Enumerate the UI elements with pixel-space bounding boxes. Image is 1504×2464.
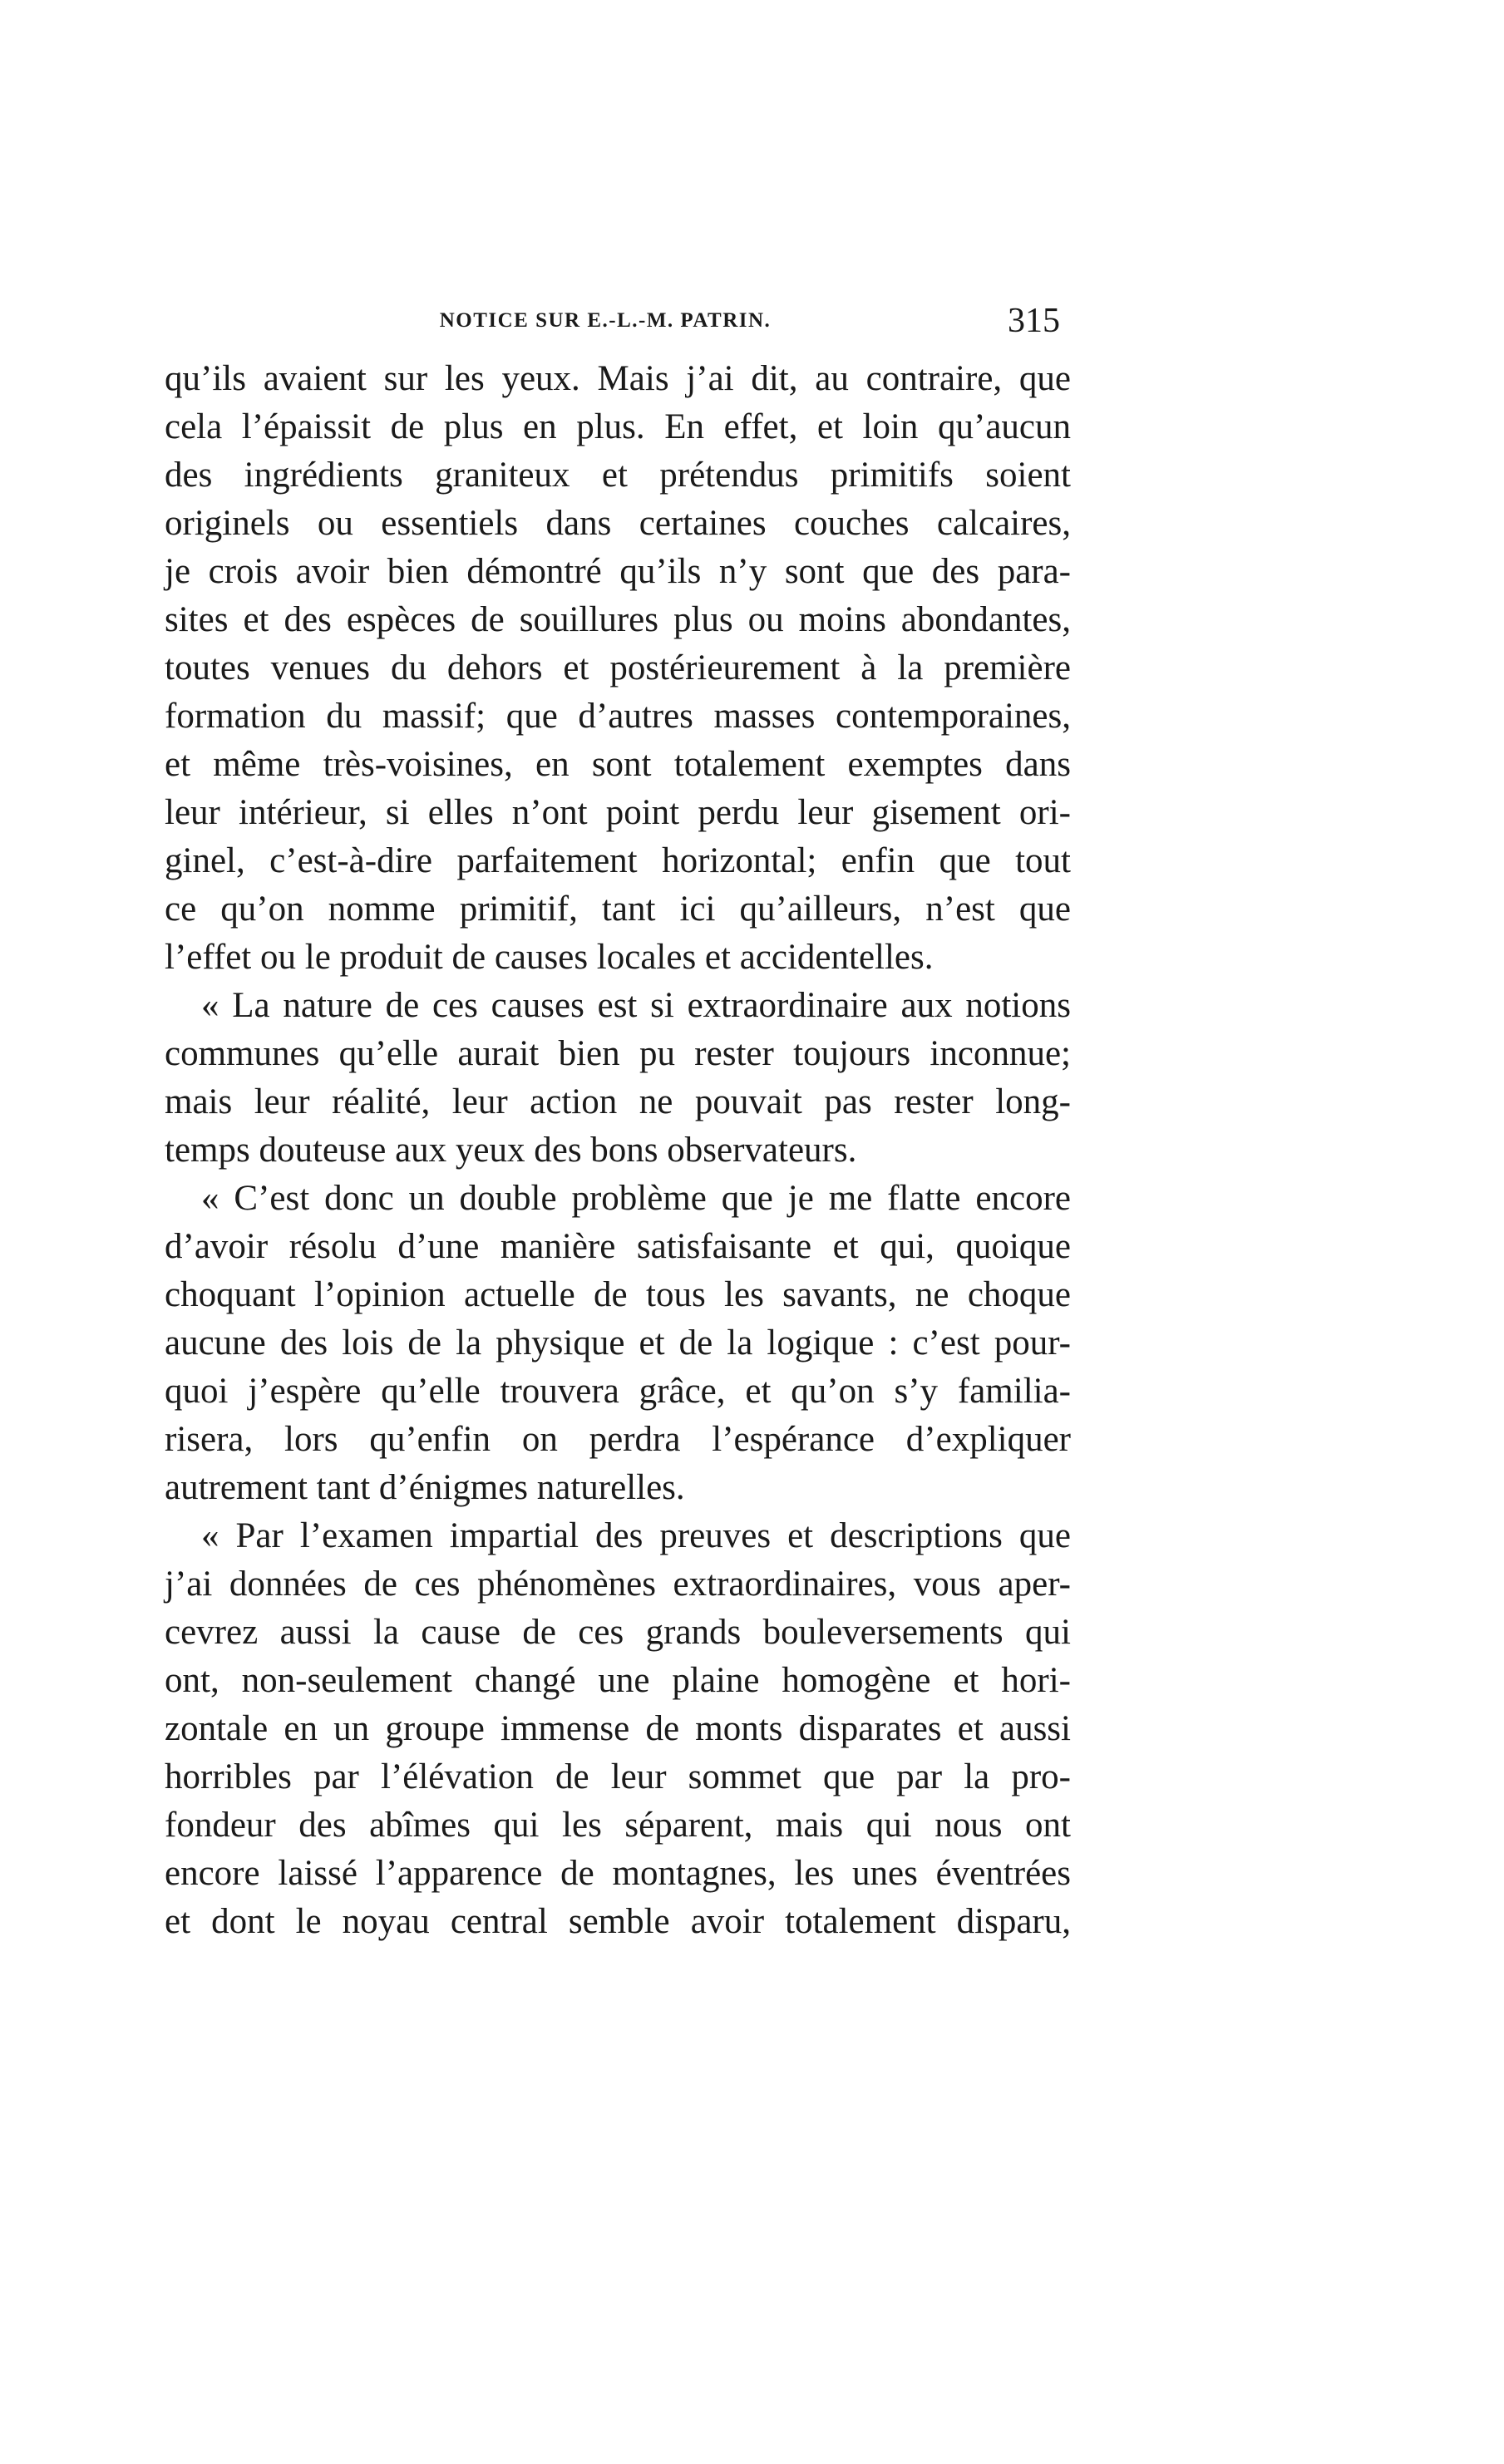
paragraph [165, 982, 1071, 1175]
paragraph [165, 1512, 1071, 1946]
text-line: toutes venues du dehors et postérieurement à la première [165, 648, 1071, 687]
running-title: NOTICE SUR E.-L.-M. PATRIN. [439, 309, 772, 332]
text-line: zontale en un groupe immense de monts disparates et aussi [165, 1709, 1071, 1748]
text-line: ont, non-seulement changé une plaine homogène et hori- [165, 1661, 1071, 1700]
text-line: fondeur des abîmes qui les séparent, mais qui nous ont [165, 1806, 1071, 1845]
text-line: qu’ils avaient sur les yeux. Mais j’ai dit, au contraire, que [165, 359, 1071, 398]
page-number: 315 [1008, 302, 1060, 340]
text-line: horribles par l’élévation de leur sommet que par la pro- [165, 1757, 1071, 1796]
text-line: originels ou essentiels dans certaines couches calcaires, [165, 504, 1071, 543]
text-line: l’effet ou le produit de causes locales et accidentelles. [165, 938, 934, 977]
text-line: temps douteuse aux yeux des bons observateurs. [165, 1131, 857, 1170]
text-line: mais leur réalité, leur action ne pouvait pas rester long- [165, 1082, 1071, 1121]
text-line: choquant l’opinion actuelle de tous les savants, ne choque [165, 1275, 1071, 1314]
text-line: ce qu’on nomme primitif, tant ici qu’ailleurs, n’est que [165, 890, 1071, 929]
text-line: des ingrédients graniteux et prétendus primitifs soient [165, 456, 1071, 495]
text-line: autrement tant d’énigmes naturelles. [165, 1468, 685, 1507]
text-line: risera, lors qu’enfin on perdra l’espérance d’expliquer [165, 1420, 1071, 1459]
text-line: cevrez aussi la cause de ces grands bouleversements qui [165, 1613, 1071, 1652]
text-line: je crois avoir bien démontré qu’ils n’y sont que des para- [165, 552, 1071, 591]
text-line: j’ai données de ces phénomènes extraordinaires, vous aper- [165, 1565, 1071, 1604]
paragraph [165, 1175, 1071, 1512]
text-line: « C’est donc un double problème que je me flatte encore [201, 1179, 1071, 1218]
text-line: communes qu’elle aurait bien pu rester toujours inconnue; [165, 1034, 1071, 1073]
paragraph [165, 355, 1071, 982]
text-line: et même très-voisines, en sont totalement exemptes dans [165, 745, 1071, 784]
text-line: « Par l’examen impartial des preuves et descriptions que [201, 1516, 1071, 1555]
text-line: d’avoir résolu d’une manière satisfaisante et qui, quoique [165, 1227, 1071, 1266]
text-line: ginel, c’est-à-dire parfaitement horizontal; enfin que tout [165, 841, 1071, 880]
text-line: quoi j’espère qu’elle trouvera grâce, et qu’on s’y familia- [165, 1372, 1071, 1411]
text-line: leur intérieur, si elles n’ont point perdu leur gisement ori- [165, 793, 1071, 832]
text-line: aucune des lois de la physique et de la logique : c’est pour- [165, 1323, 1071, 1363]
text-line: sites et des espèces de souillures plus ou moins abondantes, [165, 600, 1071, 639]
body-text [165, 355, 1071, 1946]
text-line: formation du massif; que d’autres masses contemporaines, [165, 697, 1071, 736]
text-line: « La nature de ces causes est si extraordinaire aux notions [201, 986, 1071, 1025]
text-line: et dont le noyau central semble avoir totalement disparu, [165, 1902, 1071, 1941]
text-line: cela l’épaissit de plus en plus. En effet, et loin qu’aucun [165, 407, 1071, 446]
text-line: encore laissé l’apparence de montagnes, les unes éventrées [165, 1854, 1071, 1893]
